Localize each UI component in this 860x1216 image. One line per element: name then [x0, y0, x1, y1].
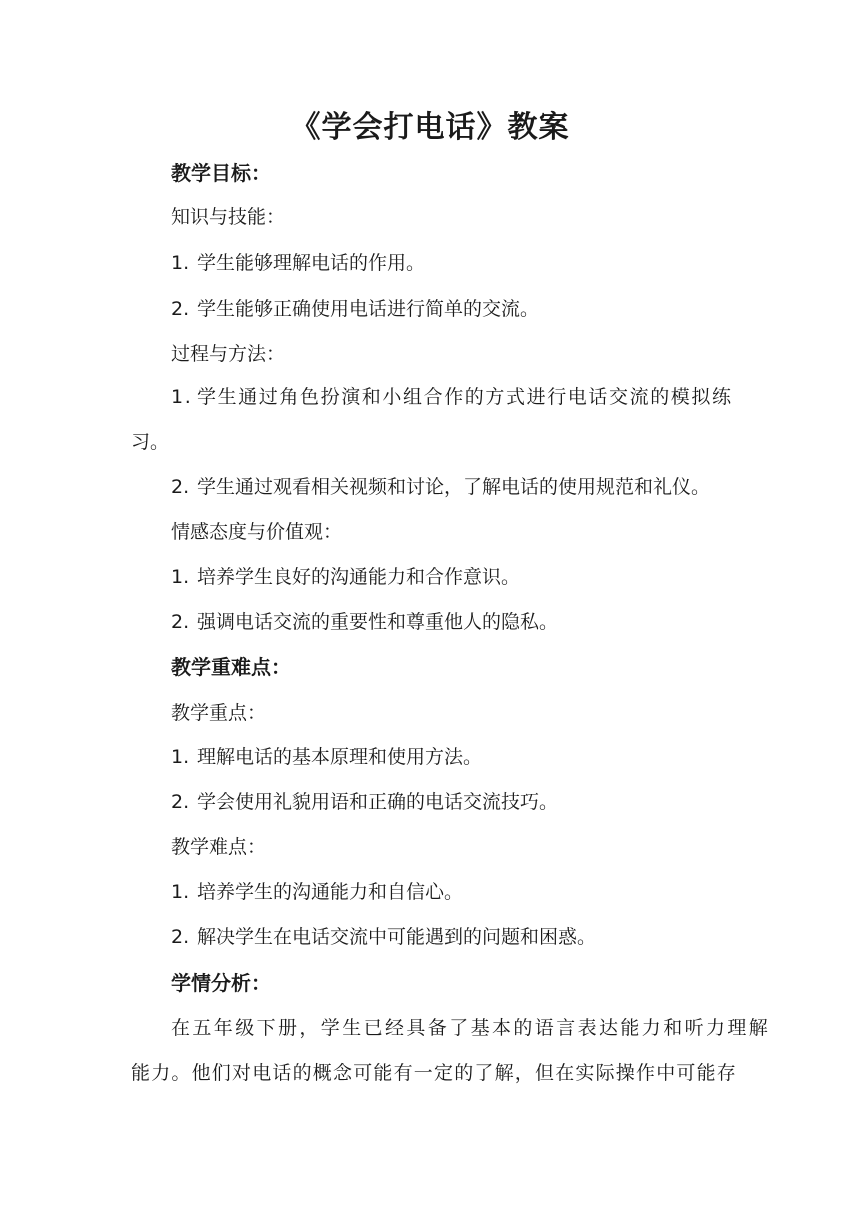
list-item-continuation [131, 427, 169, 457]
list-item [171, 742, 482, 772]
paragraph-line [171, 1013, 770, 1043]
paragraph-line [131, 1058, 737, 1088]
list-number: 2. [171, 791, 190, 813]
subheading-difficult-points [171, 832, 266, 862]
subheading-process-methods [171, 339, 285, 369]
list-item [171, 562, 520, 592]
list-number: 1. [171, 252, 190, 274]
line-text: 习。 [131, 431, 170, 453]
subheading-key-points [171, 698, 266, 728]
heading-learning-analysis [171, 968, 271, 998]
line-text: 学生通过角色扮演和小组合作的方式进行电话交流的模拟练 [197, 386, 733, 408]
list-item [171, 877, 463, 907]
subheading-knowledge-skills [171, 202, 285, 232]
line-text: 学情分析： [171, 971, 271, 995]
line-text: 培养学生的沟通能力和自信心。 [197, 881, 464, 903]
line-text: 能力。他们对电话的概念可能有一定的了解，但在实际操作中可能存 [131, 1062, 738, 1084]
list-number: 1. [171, 386, 193, 408]
list-number: 1. [171, 566, 190, 588]
line-text: 学生能够理解电话的作用。 [197, 252, 426, 274]
list-item [171, 248, 425, 278]
line-text: 情感态度与价值观： [171, 521, 343, 543]
line-text: 在五年级下册，学生已经具备了基本的语言表达能力和听力理解 [171, 1017, 771, 1039]
line-text: 知识与技能： [171, 206, 286, 228]
line-text: 理解电话的基本原理和使用方法。 [197, 746, 483, 768]
list-item [171, 607, 558, 637]
line-text: 教学重点： [171, 702, 267, 724]
document-title: 《学会打电话》教案 [290, 110, 570, 145]
list-item [171, 922, 596, 952]
line-text: 教学重难点： [171, 655, 291, 679]
list-number: 2. [171, 476, 190, 498]
line-text: 学生能够正确使用电话进行简单的交流。 [197, 298, 540, 320]
list-item [171, 382, 733, 412]
line-text: 过程与方法： [171, 343, 286, 365]
line-text: 解决学生在电话交流中可能遇到的问题和困惑。 [197, 926, 597, 948]
list-item [171, 472, 710, 502]
list-item [171, 787, 558, 817]
subheading-emotion-values [171, 517, 342, 547]
line-text: 教学难点： [171, 836, 267, 858]
list-item [171, 294, 539, 324]
line-text: 学生通过观看相关视频和讨论，了解电话的使用规范和礼仪。 [197, 476, 711, 498]
heading-teaching-objectives [171, 158, 271, 188]
heading-key-difficult-points [171, 652, 291, 682]
list-number: 2. [171, 926, 190, 948]
list-number: 1. [171, 881, 190, 903]
list-number: 2. [171, 298, 190, 320]
line-text: 强调电话交流的重要性和尊重他人的隐私。 [197, 611, 559, 633]
line-text: 培养学生良好的沟通能力和合作意识。 [197, 566, 521, 588]
line-text: 教学目标： [171, 161, 271, 185]
list-number: 1. [171, 746, 190, 768]
list-number: 2. [171, 611, 190, 633]
line-text: 学会使用礼貌用语和正确的电话交流技巧。 [197, 791, 559, 813]
